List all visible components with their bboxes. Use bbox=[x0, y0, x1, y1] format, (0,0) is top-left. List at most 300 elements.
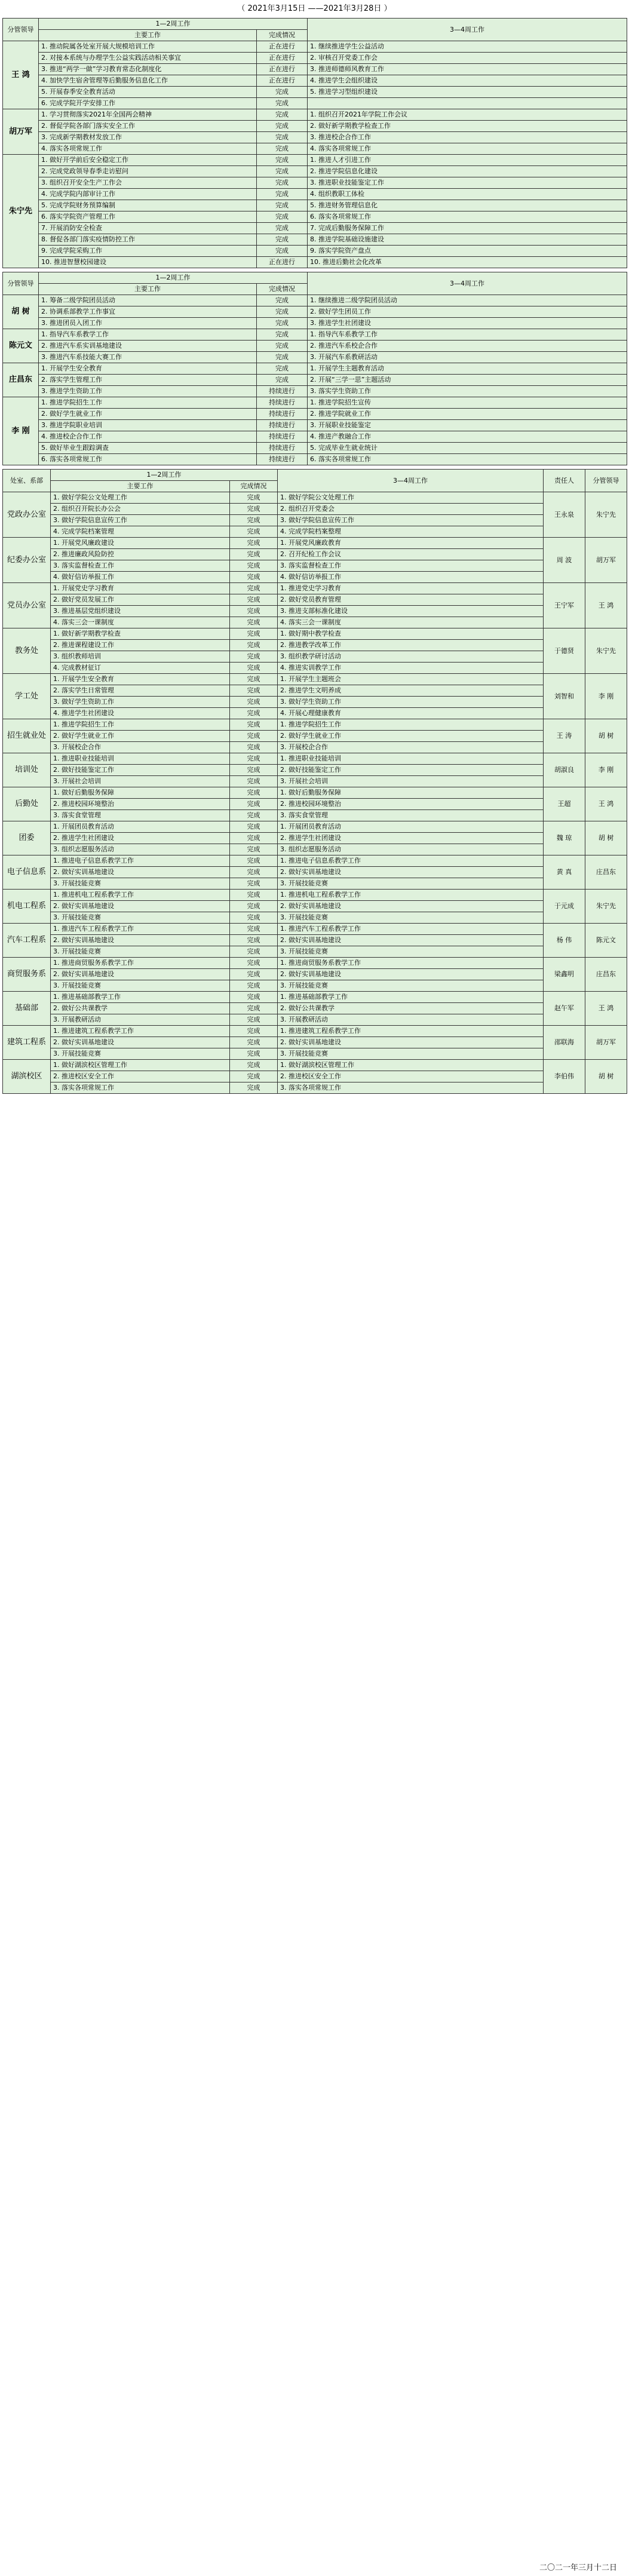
next-work-item: 2. 组织召开党委会 bbox=[278, 504, 544, 515]
status-cell: 完成 bbox=[230, 810, 278, 821]
next-work-item: 4. 组织教职工体检 bbox=[308, 189, 627, 200]
status-cell: 完成 bbox=[230, 890, 278, 901]
next-work-item: 1. 开展学生主题教育活动 bbox=[308, 363, 627, 375]
table-row bbox=[3, 833, 627, 844]
work-item: 3. 推进学院职业培训 bbox=[39, 420, 257, 431]
table-row bbox=[3, 41, 627, 53]
next-work-item: 3. 开展技能竞赛 bbox=[278, 1048, 544, 1060]
table-row bbox=[3, 663, 627, 674]
next-work-item: 1. 推进建筑工程系教学工作 bbox=[278, 1026, 544, 1037]
work-item: 1. 推动院属各处室开展大规模培训工作 bbox=[39, 41, 257, 53]
table-row bbox=[3, 87, 627, 98]
next-work-item: 1. 组织召开2021年学院工作会议 bbox=[308, 109, 627, 121]
status-cell: 完成 bbox=[230, 765, 278, 776]
table-row bbox=[3, 719, 627, 731]
status-cell: 正在进行 bbox=[257, 64, 308, 75]
header-week34-3: 3—4周工作 bbox=[278, 470, 544, 492]
header-week12: 1—2周工作 bbox=[39, 19, 308, 30]
work-item: 3. 开展校企合作 bbox=[51, 742, 230, 753]
status-cell: 完成 bbox=[230, 549, 278, 560]
work-item: 7. 开展消防安全检查 bbox=[39, 223, 257, 234]
table-row bbox=[3, 53, 627, 64]
responsible-person: 黄 真 bbox=[544, 855, 585, 890]
dept-name: 教务处 bbox=[3, 628, 51, 674]
responsible-person: 刘智和 bbox=[544, 674, 585, 719]
leader-name: 朱宁先 bbox=[3, 155, 39, 268]
table-row bbox=[3, 935, 627, 946]
status-cell: 持续进行 bbox=[257, 420, 308, 431]
work-item: 1. 开展党风廉政建设 bbox=[51, 538, 230, 549]
table-row bbox=[3, 143, 627, 155]
next-work-item: 2. 推进汽车系校企合作 bbox=[308, 341, 627, 352]
work-item: 2. 督促学院各部门落实安全工作 bbox=[39, 121, 257, 132]
next-work-item: 2. 召开纪检工作会议 bbox=[278, 549, 544, 560]
work-item: 4. 完成学院档案管理 bbox=[51, 526, 230, 538]
status-cell: 完成 bbox=[230, 742, 278, 753]
status-cell: 正在进行 bbox=[257, 41, 308, 53]
status-cell: 完成 bbox=[257, 87, 308, 98]
work-item: 2. 做好学生就业工作 bbox=[51, 731, 230, 742]
next-work-item: 1. 推进电子信息系教学工作 bbox=[278, 855, 544, 867]
next-work-item: 3. 落实各项常规工作 bbox=[278, 1082, 544, 1094]
dept-name: 后勤处 bbox=[3, 787, 51, 821]
work-item: 3. 推进学生资助工作 bbox=[39, 386, 257, 397]
next-work-item: 1. 推进商贸服务系教学工作 bbox=[278, 958, 544, 969]
work-item: 3. 做好学生资助工作 bbox=[51, 697, 230, 708]
dept-leader: 庄昌东 bbox=[585, 958, 627, 992]
work-item: 6. 落实学院资产管理工作 bbox=[39, 211, 257, 223]
table-row bbox=[3, 454, 627, 465]
work-item: 2. 推进学生社团建设 bbox=[51, 833, 230, 844]
status-cell: 完成 bbox=[230, 560, 278, 572]
work-item: 3. 组织教师培训 bbox=[51, 651, 230, 663]
table-row bbox=[3, 731, 627, 742]
status-cell: 完成 bbox=[257, 166, 308, 177]
status-cell: 完成 bbox=[230, 958, 278, 969]
table-row bbox=[3, 958, 627, 969]
responsible-person: 胡淑良 bbox=[544, 753, 585, 787]
next-work-item: 2. 推进学生文明养成 bbox=[278, 685, 544, 697]
next-work-item: 1. 做好期中教学检查 bbox=[278, 628, 544, 640]
leader-name: 王 鸿 bbox=[3, 41, 39, 109]
status-cell: 完成 bbox=[230, 1026, 278, 1037]
dept-name: 汽车工程系 bbox=[3, 924, 51, 958]
table-row bbox=[3, 375, 627, 386]
status-cell: 完成 bbox=[257, 234, 308, 246]
status-cell: 完成 bbox=[230, 821, 278, 833]
work-item: 3. 开展技能竞赛 bbox=[51, 912, 230, 924]
work-item: 3. 做好学院信息宣传工作 bbox=[51, 515, 230, 526]
dept-name: 纪委办公室 bbox=[3, 538, 51, 583]
table-row bbox=[3, 318, 627, 329]
work-item: 1. 做好后勤服务保障 bbox=[51, 787, 230, 799]
responsible-person: 王永泉 bbox=[544, 492, 585, 538]
next-work-item: 5. 推进财务管理信息化 bbox=[308, 200, 627, 211]
work-item: 6. 完成学院开学安排工作 bbox=[39, 98, 257, 109]
header-status-3: 完成情况 bbox=[230, 481, 278, 492]
work-item: 2. 落实学生管理工作 bbox=[39, 375, 257, 386]
next-work-item: 3. 推进支部标准化建设 bbox=[278, 606, 544, 617]
next-work-item: 4. 推进产教融合工作 bbox=[308, 431, 627, 443]
table-row bbox=[3, 200, 627, 211]
status-cell: 完成 bbox=[257, 341, 308, 352]
status-cell: 完成 bbox=[230, 583, 278, 594]
status-cell: 完成 bbox=[230, 753, 278, 765]
work-item: 2. 推进课程建设工作 bbox=[51, 640, 230, 651]
table-row bbox=[3, 606, 627, 617]
table-row bbox=[3, 583, 627, 594]
next-work-item: 1. 推进职业技能培训 bbox=[278, 753, 544, 765]
dept-leader: 胡万军 bbox=[585, 538, 627, 583]
next-work-item: 2. 推进学生社团建设 bbox=[278, 833, 544, 844]
status-cell: 完成 bbox=[230, 492, 278, 504]
next-work-item: 1. 开展党风廉政教育 bbox=[278, 538, 544, 549]
work-item: 3. 落实各项常规工作 bbox=[51, 1082, 230, 1094]
status-cell: 完成 bbox=[230, 867, 278, 878]
table-row bbox=[3, 992, 627, 1003]
work-item: 2. 做好实训基地建设 bbox=[51, 935, 230, 946]
header-responsible: 责任人 bbox=[544, 470, 585, 492]
next-work-item: 1. 推进汽车工程系教学工作 bbox=[278, 924, 544, 935]
section3-body bbox=[3, 492, 627, 1094]
table-row bbox=[3, 685, 627, 697]
status-cell: 完成 bbox=[230, 924, 278, 935]
responsible-person: 于元成 bbox=[544, 890, 585, 924]
status-cell: 正在进行 bbox=[257, 53, 308, 64]
work-item: 1. 开展团员教育活动 bbox=[51, 821, 230, 833]
next-work-item: 2. 做好公共课教学 bbox=[278, 1003, 544, 1014]
table-row bbox=[3, 443, 627, 454]
table-row bbox=[3, 526, 627, 538]
work-item: 2. 做好实训基地建设 bbox=[51, 1037, 230, 1048]
next-work-item: 1. 推进学院招生工作 bbox=[278, 719, 544, 731]
work-item: 2. 做好公共课教学 bbox=[51, 1003, 230, 1014]
responsible-person: 魏 琼 bbox=[544, 821, 585, 855]
work-item: 1. 指导汽车系教学工作 bbox=[39, 329, 257, 341]
header-week34-2: 3—4周工作 bbox=[308, 272, 627, 295]
status-cell: 完成 bbox=[230, 833, 278, 844]
next-work-item: 2. 做好技能鉴定工作 bbox=[278, 765, 544, 776]
status-cell: 完成 bbox=[230, 1014, 278, 1026]
status-cell: 完成 bbox=[230, 526, 278, 538]
next-work-item: 5. 完成毕业生就业统计 bbox=[308, 443, 627, 454]
dept-leader: 胡 树 bbox=[585, 1060, 627, 1094]
table-row bbox=[3, 257, 627, 268]
next-work-item bbox=[308, 98, 627, 109]
table-row bbox=[3, 901, 627, 912]
table-row bbox=[3, 538, 627, 549]
leader-work-table-2 bbox=[2, 272, 627, 465]
table-row bbox=[3, 594, 627, 606]
header-week12-2: 1—2周工作 bbox=[39, 272, 308, 284]
table-row bbox=[3, 211, 627, 223]
work-item: 5. 开展春季安全教育活动 bbox=[39, 87, 257, 98]
next-work-item: 2. 做好实训基地建设 bbox=[278, 1037, 544, 1048]
next-work-item: 3. 落实监督检查工作 bbox=[278, 560, 544, 572]
dept-leader: 王 鸿 bbox=[585, 992, 627, 1026]
table-row bbox=[3, 844, 627, 855]
status-cell: 完成 bbox=[230, 640, 278, 651]
status-cell: 正在进行 bbox=[257, 257, 308, 268]
status-cell: 完成 bbox=[257, 109, 308, 121]
work-item: 4. 加快学生宿舍管理等后勤服务信息化工作 bbox=[39, 75, 257, 87]
dept-leader: 王 鸿 bbox=[585, 583, 627, 628]
responsible-person: 杨 伟 bbox=[544, 924, 585, 958]
next-work-item: 2. 做好学生团员工作 bbox=[308, 306, 627, 318]
next-work-item: 1. 指导汽车系教学工作 bbox=[308, 329, 627, 341]
table-row bbox=[3, 1071, 627, 1082]
table-row bbox=[3, 867, 627, 878]
date-range-caption: （ 2021年3月15日 ——2021年3月28日 ） bbox=[237, 4, 392, 13]
work-item: 3. 完成新学期教材发放工作 bbox=[39, 132, 257, 143]
work-item: 2. 做好党员发展工作 bbox=[51, 594, 230, 606]
dept-name: 学工处 bbox=[3, 674, 51, 719]
table-row bbox=[3, 75, 627, 87]
dept-name: 建筑工程系 bbox=[3, 1026, 51, 1060]
status-cell: 完成 bbox=[257, 200, 308, 211]
status-cell: 完成 bbox=[230, 844, 278, 855]
leader-name: 胡万军 bbox=[3, 109, 39, 155]
header-main-work-3: 主要工作 bbox=[51, 481, 230, 492]
work-item: 3. 推进基层党组织建设 bbox=[51, 606, 230, 617]
next-work-item: 2. 推进校园环境整治 bbox=[278, 799, 544, 810]
dept-leader: 李 刚 bbox=[585, 674, 627, 719]
table-row bbox=[3, 397, 627, 409]
next-work-item: 1. 做好湖滨校区管理工作 bbox=[278, 1060, 544, 1071]
work-item: 4. 做好信访举报工作 bbox=[51, 572, 230, 583]
header-main-work: 主要工作 bbox=[39, 30, 257, 41]
table-row bbox=[3, 776, 627, 787]
status-cell: 完成 bbox=[230, 674, 278, 685]
table-row bbox=[3, 946, 627, 958]
work-item: 3. 开展社会培训 bbox=[51, 776, 230, 787]
table-row bbox=[3, 617, 627, 628]
status-cell: 完成 bbox=[230, 878, 278, 890]
status-cell: 完成 bbox=[230, 787, 278, 799]
work-item: 2. 做好实训基地建设 bbox=[51, 901, 230, 912]
status-cell: 持续进行 bbox=[257, 409, 308, 420]
status-cell: 完成 bbox=[230, 504, 278, 515]
table-row bbox=[3, 969, 627, 980]
responsible-person: 王 涛 bbox=[544, 719, 585, 753]
header-unit: 处室、系部 bbox=[3, 470, 51, 492]
table-row bbox=[3, 1048, 627, 1060]
next-work-item: 1. 推进学院招生宣传 bbox=[308, 397, 627, 409]
status-cell: 持续进行 bbox=[257, 431, 308, 443]
status-cell: 持续进行 bbox=[257, 443, 308, 454]
next-work-item: 4. 落实各项常规工作 bbox=[308, 143, 627, 155]
table-row bbox=[3, 890, 627, 901]
work-item: 2. 落实学生日常管理 bbox=[51, 685, 230, 697]
next-work-item: 1. 做好学院公文处理工作 bbox=[278, 492, 544, 504]
next-work-item: 3. 开展技能竞赛 bbox=[278, 912, 544, 924]
work-item: 2. 做好实训基地建设 bbox=[51, 969, 230, 980]
next-work-item: 3. 推进师德师风教育工作 bbox=[308, 64, 627, 75]
header-week12-3: 1—2周工作 bbox=[51, 470, 278, 481]
header-main-work-2: 主要工作 bbox=[39, 284, 257, 295]
dept-leader: 朱宁先 bbox=[585, 628, 627, 674]
table-row bbox=[3, 166, 627, 177]
status-cell: 完成 bbox=[257, 177, 308, 189]
table-row bbox=[3, 1014, 627, 1026]
work-item: 2. 推进校区安全工作 bbox=[51, 1071, 230, 1082]
next-work-item: 6. 落实各项常规工作 bbox=[308, 211, 627, 223]
status-cell: 完成 bbox=[257, 363, 308, 375]
next-work-item: 4. 推进实训教学工作 bbox=[278, 663, 544, 674]
status-cell: 完成 bbox=[257, 98, 308, 109]
leader-name: 庄昌东 bbox=[3, 363, 39, 397]
dept-name: 党员办公室 bbox=[3, 583, 51, 628]
status-cell: 完成 bbox=[230, 1071, 278, 1082]
table-row bbox=[3, 753, 627, 765]
dept-work-table bbox=[2, 469, 627, 1094]
table-row bbox=[3, 742, 627, 753]
next-work-item: 3. 开展校企合作 bbox=[278, 742, 544, 753]
table-row bbox=[3, 765, 627, 776]
status-cell: 完成 bbox=[257, 155, 308, 166]
section1-body bbox=[3, 41, 627, 268]
next-work-item: 1. 推进基础部教学工作 bbox=[278, 992, 544, 1003]
status-cell: 完成 bbox=[257, 121, 308, 132]
header-leader: 分管领导 bbox=[3, 19, 39, 41]
table-row bbox=[3, 560, 627, 572]
table-row bbox=[3, 352, 627, 363]
table-row bbox=[3, 109, 627, 121]
next-work-item: 1. 做好后勤服务保障 bbox=[278, 787, 544, 799]
next-work-item: 3. 推进学生社团建设 bbox=[308, 318, 627, 329]
work-item: 3. 推进团员入团工作 bbox=[39, 318, 257, 329]
next-work-item: 2. 推进学院信息化建设 bbox=[308, 166, 627, 177]
dept-name: 招生就业处 bbox=[3, 719, 51, 753]
dept-leader: 胡 树 bbox=[585, 719, 627, 753]
table-row bbox=[3, 329, 627, 341]
next-work-item: 10. 推进后勤社会化改革 bbox=[308, 257, 627, 268]
responsible-person: 王超 bbox=[544, 787, 585, 821]
work-item: 1. 开展学生安全教育 bbox=[51, 674, 230, 685]
table-row bbox=[3, 708, 627, 719]
status-cell: 完成 bbox=[230, 969, 278, 980]
table-row bbox=[3, 628, 627, 640]
dept-leader: 朱宁先 bbox=[585, 492, 627, 538]
work-item: 1. 推进机电工程系教学工作 bbox=[51, 890, 230, 901]
next-work-item: 2. 做好学生就业工作 bbox=[278, 731, 544, 742]
status-cell: 完成 bbox=[230, 980, 278, 992]
leader-name: 李 刚 bbox=[3, 397, 39, 465]
next-work-item: 4. 做好信访举报工作 bbox=[278, 572, 544, 583]
next-work-item: 3. 开展汽车系教研活动 bbox=[308, 352, 627, 363]
work-item: 4. 完成学院内部审计工作 bbox=[39, 189, 257, 200]
status-cell: 完成 bbox=[230, 776, 278, 787]
status-cell: 完成 bbox=[230, 992, 278, 1003]
status-cell: 完成 bbox=[230, 1060, 278, 1071]
next-work-item: 3. 落实食堂管理 bbox=[278, 810, 544, 821]
work-item: 1. 推进学院招生工作 bbox=[51, 719, 230, 731]
status-cell: 完成 bbox=[230, 594, 278, 606]
table-row bbox=[3, 64, 627, 75]
dept-name: 培训处 bbox=[3, 753, 51, 787]
table-row bbox=[3, 363, 627, 375]
table-row bbox=[3, 155, 627, 166]
table-row bbox=[3, 246, 627, 257]
table-row bbox=[3, 492, 627, 504]
status-cell: 完成 bbox=[230, 855, 278, 867]
dept-leader: 陈元文 bbox=[585, 924, 627, 958]
dept-leader: 胡 树 bbox=[585, 821, 627, 855]
next-work-item: 5. 推进学习型组织建设 bbox=[308, 87, 627, 98]
next-work-item: 9. 落实学院资产盘点 bbox=[308, 246, 627, 257]
table-row bbox=[3, 121, 627, 132]
responsible-person: 邵联海 bbox=[544, 1026, 585, 1060]
dept-leader: 朱宁先 bbox=[585, 890, 627, 924]
status-cell: 完成 bbox=[230, 719, 278, 731]
next-work-item: 1. 继续推进学生公益活动 bbox=[308, 41, 627, 53]
dept-name: 团委 bbox=[3, 821, 51, 855]
table-row bbox=[3, 1003, 627, 1014]
next-work-item: 2. 做好实训基地建设 bbox=[278, 867, 544, 878]
dept-name: 湖滨校区 bbox=[3, 1060, 51, 1094]
work-item: 3. 推进汽车系技能大赛工作 bbox=[39, 352, 257, 363]
status-cell: 持续进行 bbox=[257, 386, 308, 397]
table-row bbox=[3, 980, 627, 992]
next-work-item: 1. 继续推进二级学院团员活动 bbox=[308, 295, 627, 306]
work-item: 1. 推进职业技能培训 bbox=[51, 753, 230, 765]
next-work-item: 2. 推进学院就业工作 bbox=[308, 409, 627, 420]
dept-name: 机电工程系 bbox=[3, 890, 51, 924]
work-item: 2. 做好实训基地建设 bbox=[51, 867, 230, 878]
status-cell: 完成 bbox=[230, 912, 278, 924]
status-cell: 持续进行 bbox=[257, 397, 308, 409]
leader-name: 陈元文 bbox=[3, 329, 39, 363]
status-cell: 完成 bbox=[257, 352, 308, 363]
work-item: 1. 推进电子信息系教学工作 bbox=[51, 855, 230, 867]
work-item: 1. 推进学院招生工作 bbox=[39, 397, 257, 409]
work-item: 4. 完成教材征订 bbox=[51, 663, 230, 674]
next-work-item: 2. 推进校区安全工作 bbox=[278, 1071, 544, 1082]
header-status-2: 完成情况 bbox=[257, 284, 308, 295]
next-work-item: 4. 推进学生会组织建设 bbox=[308, 75, 627, 87]
work-item: 3. 推进“两学一做”学习教育常态化制度化 bbox=[39, 64, 257, 75]
dept-name: 电子信息系 bbox=[3, 855, 51, 890]
work-item: 1. 做好新学期教学检查 bbox=[51, 628, 230, 640]
next-work-item: 2. 做好党员教育管理 bbox=[278, 594, 544, 606]
status-cell: 完成 bbox=[257, 306, 308, 318]
work-item: 3. 组织志愿服务活动 bbox=[51, 844, 230, 855]
table-row bbox=[3, 1082, 627, 1094]
status-cell: 完成 bbox=[230, 731, 278, 742]
status-cell: 正在进行 bbox=[257, 75, 308, 87]
work-item: 9. 完成学院采购工作 bbox=[39, 246, 257, 257]
table-row bbox=[3, 924, 627, 935]
status-cell: 完成 bbox=[257, 329, 308, 341]
table-row bbox=[3, 572, 627, 583]
work-item: 2. 完成党政领导春季走访慰问 bbox=[39, 166, 257, 177]
table-row bbox=[3, 409, 627, 420]
work-item: 2. 做好学生就业工作 bbox=[39, 409, 257, 420]
header-status: 完成情况 bbox=[257, 30, 308, 41]
table-row bbox=[3, 640, 627, 651]
work-item: 2. 推进校园环境整治 bbox=[51, 799, 230, 810]
dept-leader: 庄昌东 bbox=[585, 855, 627, 890]
table-row bbox=[3, 177, 627, 189]
responsible-person: 周 波 bbox=[544, 538, 585, 583]
table-row bbox=[3, 1037, 627, 1048]
next-work-item: 2. 开展“三学一思”主题活动 bbox=[308, 375, 627, 386]
table-row bbox=[3, 912, 627, 924]
table-row bbox=[3, 878, 627, 890]
header-week34: 3—4周工作 bbox=[308, 19, 627, 41]
table-row bbox=[3, 697, 627, 708]
table-row bbox=[3, 515, 627, 526]
